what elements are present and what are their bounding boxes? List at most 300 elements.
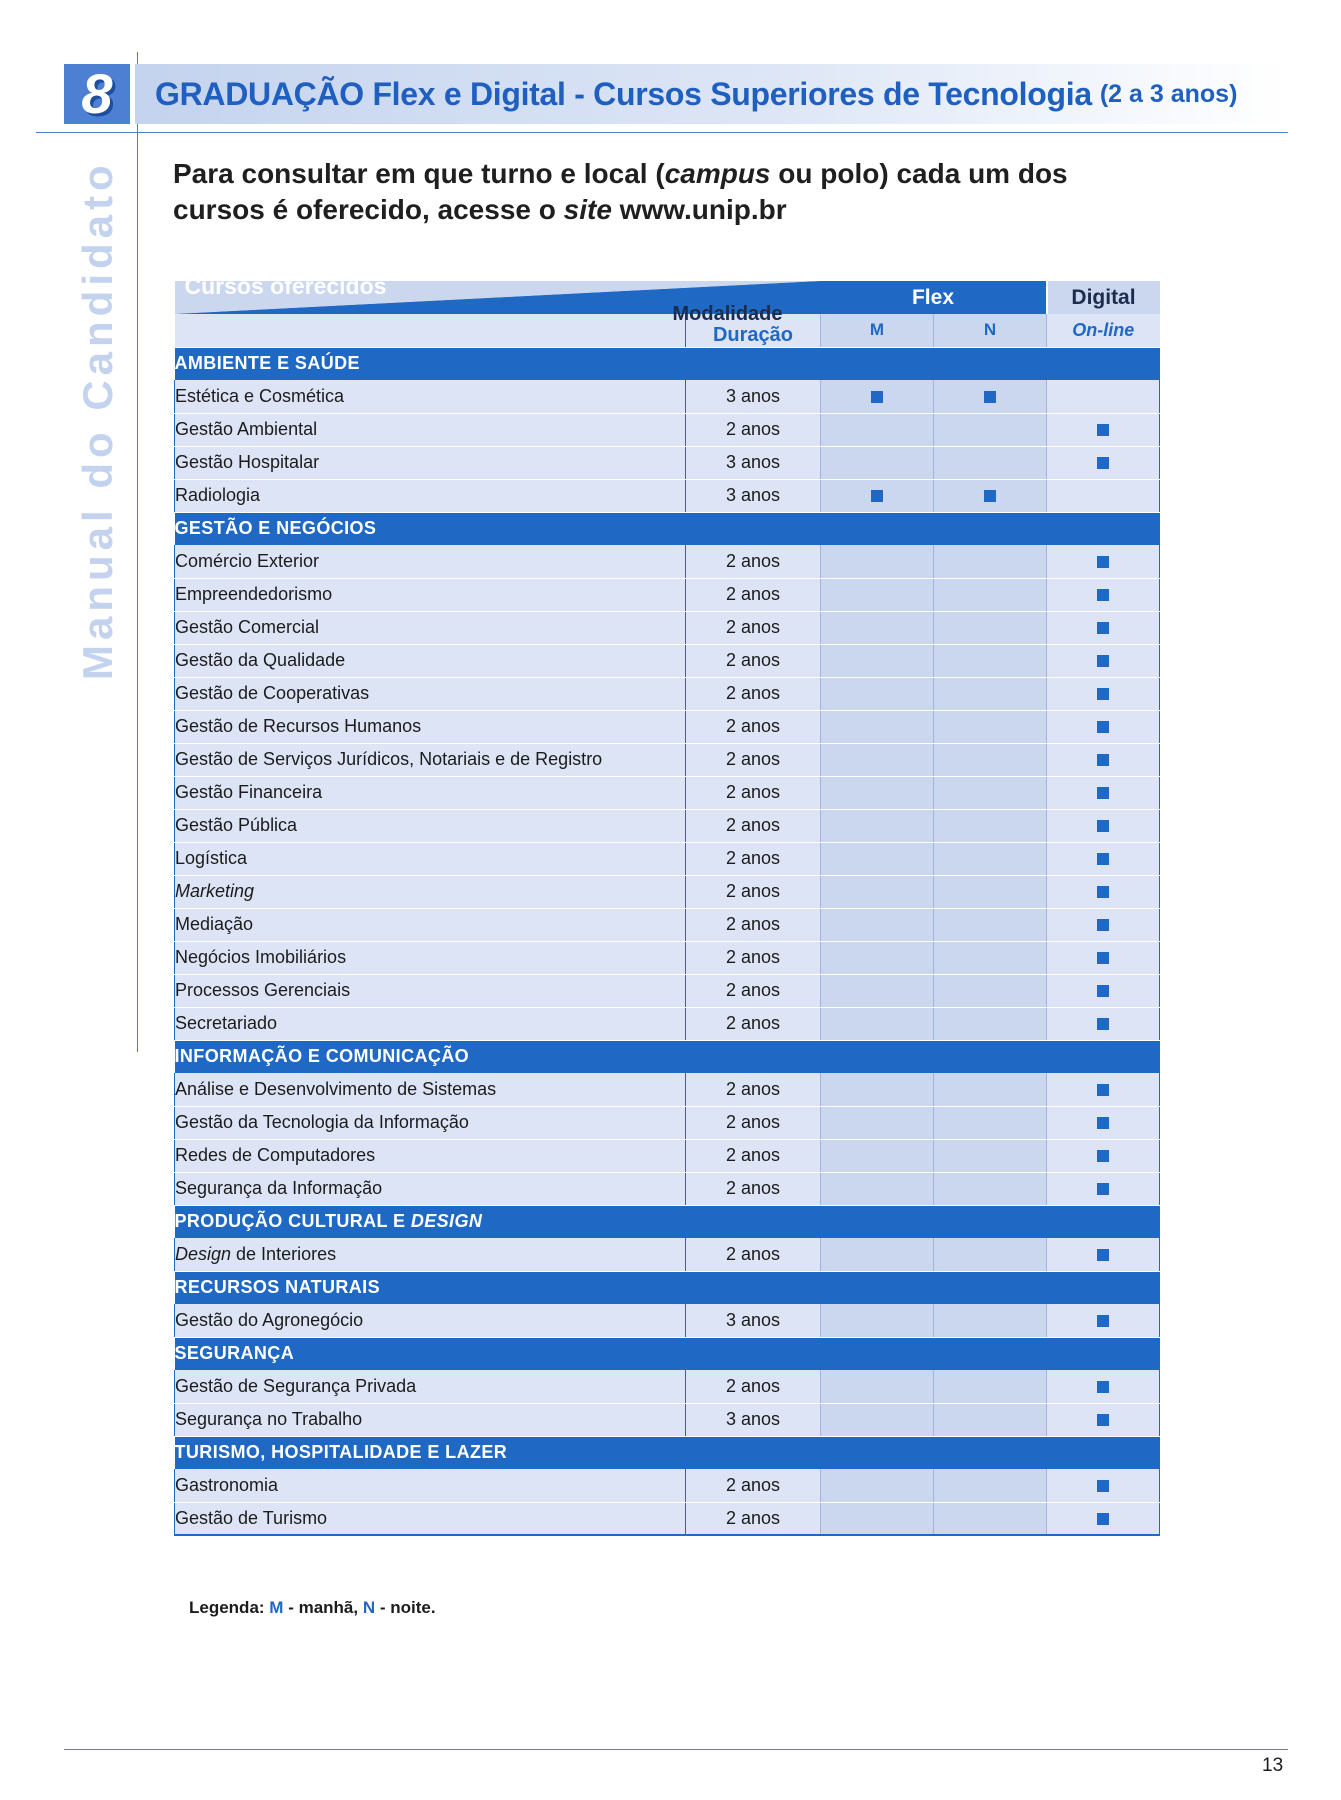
course-duration: 2 anos xyxy=(686,908,821,941)
chapter-number: 8 xyxy=(81,62,113,125)
square-mark-icon xyxy=(984,1249,996,1261)
night-mark-cell xyxy=(934,1007,1047,1040)
course-duration: 2 anos xyxy=(686,578,821,611)
morning-mark-cell xyxy=(821,1403,934,1436)
morning-mark-cell xyxy=(821,446,934,479)
square-mark-icon xyxy=(871,688,883,700)
duration-header: Duração xyxy=(686,314,821,347)
online-mark-cell xyxy=(1047,1238,1160,1271)
digital-header: Digital xyxy=(1047,281,1160,314)
morning-mark-cell xyxy=(821,644,934,677)
night-mark-cell xyxy=(934,908,1047,941)
square-mark-icon xyxy=(1097,1150,1109,1162)
square-mark-icon xyxy=(1097,622,1109,634)
square-mark-icon xyxy=(871,820,883,832)
table-row xyxy=(175,380,1160,413)
table-row xyxy=(175,941,1160,974)
course-name: Marketing xyxy=(175,875,686,908)
table-row xyxy=(175,842,1160,875)
table-row xyxy=(175,1370,1160,1403)
square-mark-icon xyxy=(984,820,996,832)
online-mark-cell xyxy=(1047,1172,1160,1205)
square-mark-icon xyxy=(1097,1249,1109,1261)
table-row xyxy=(175,743,1160,776)
table-row xyxy=(175,611,1160,644)
night-mark-cell xyxy=(934,677,1047,710)
square-mark-icon xyxy=(984,1381,996,1393)
morning-mark-cell xyxy=(821,875,934,908)
table-row xyxy=(175,809,1160,842)
square-mark-icon xyxy=(871,985,883,997)
night-mark-cell xyxy=(934,1139,1047,1172)
morning-mark-cell xyxy=(821,677,934,710)
night-mark-cell xyxy=(934,1304,1047,1337)
square-mark-icon xyxy=(871,1480,883,1492)
square-mark-icon xyxy=(984,457,996,469)
square-mark-icon xyxy=(871,754,883,766)
square-mark-icon xyxy=(1097,688,1109,700)
subheader-row xyxy=(175,314,1160,347)
morning-mark-cell xyxy=(821,743,934,776)
online-mark-cell xyxy=(1047,1304,1160,1337)
square-mark-icon xyxy=(984,985,996,997)
online-mark-cell xyxy=(1047,446,1160,479)
square-mark-icon xyxy=(871,424,883,436)
course-name: Gestão de Recursos Humanos xyxy=(175,710,686,743)
page-number: 13 xyxy=(1262,1755,1284,1776)
page-title: GRADUAÇÃO Flex e Digital - Cursos Superiores de Tecnologia xyxy=(155,75,1092,112)
online-header: On-line xyxy=(1047,314,1160,347)
square-mark-icon xyxy=(1097,424,1109,436)
morning-mark-cell xyxy=(821,908,934,941)
course-name: Mediação xyxy=(175,908,686,941)
category-label: AMBIENTE E SAÚDE xyxy=(175,347,1160,380)
square-mark-icon xyxy=(1097,754,1109,766)
night-mark-cell xyxy=(934,1172,1047,1205)
morning-mark-cell xyxy=(821,1304,934,1337)
square-mark-icon xyxy=(871,787,883,799)
course-duration: 2 anos xyxy=(686,1139,821,1172)
table-row xyxy=(175,1007,1160,1040)
square-mark-icon xyxy=(871,1084,883,1096)
square-mark-icon xyxy=(984,1315,996,1327)
course-name: Gestão Hospitalar xyxy=(175,446,686,479)
category-label: PRODUÇÃO CULTURAL E DESIGN xyxy=(175,1205,1160,1238)
square-mark-icon xyxy=(984,1414,996,1426)
square-mark-icon xyxy=(1097,589,1109,601)
course-name: Gestão Ambiental xyxy=(175,413,686,446)
course-name: Gestão de Turismo xyxy=(175,1502,686,1535)
table-row xyxy=(175,1139,1160,1172)
side-label: Manual do Candidato xyxy=(74,160,121,680)
online-mark-cell xyxy=(1047,1502,1160,1535)
night-mark-cell xyxy=(934,545,1047,578)
course-duration: 3 anos xyxy=(686,380,821,413)
course-duration: 2 anos xyxy=(686,974,821,1007)
square-mark-icon xyxy=(871,1249,883,1261)
morning-mark-cell xyxy=(821,809,934,842)
course-duration: 2 anos xyxy=(686,545,821,578)
course-name: Gestão do Agronegócio xyxy=(175,1304,686,1337)
online-mark-cell xyxy=(1047,1007,1160,1040)
table-row xyxy=(175,1502,1160,1535)
square-mark-icon xyxy=(1097,655,1109,667)
morning-mark-cell xyxy=(821,413,934,446)
category-row xyxy=(175,1271,1160,1304)
morning-mark-cell xyxy=(821,974,934,1007)
table-row xyxy=(175,908,1160,941)
header-diagonal-cell xyxy=(175,273,821,325)
morning-mark-cell xyxy=(821,1238,934,1271)
page-subtitle: (2 a 3 anos) xyxy=(1099,79,1238,108)
online-mark-cell xyxy=(1047,1403,1160,1436)
course-duration: 2 anos xyxy=(686,1238,821,1271)
course-duration: 2 anos xyxy=(686,1106,821,1139)
table-row xyxy=(175,1172,1160,1205)
course-name: Gestão Financeira xyxy=(175,776,686,809)
course-duration: 2 anos xyxy=(686,644,821,677)
online-mark-cell xyxy=(1047,776,1160,809)
course-duration: 3 anos xyxy=(686,479,821,512)
course-duration: 2 anos xyxy=(686,776,821,809)
square-mark-icon xyxy=(1097,1183,1109,1195)
online-mark-cell xyxy=(1047,1106,1160,1139)
morning-mark-cell xyxy=(821,611,934,644)
online-mark-cell xyxy=(1047,479,1160,512)
online-mark-cell xyxy=(1047,578,1160,611)
courses-table xyxy=(174,273,1160,1536)
online-mark-cell xyxy=(1047,1139,1160,1172)
course-duration: 2 anos xyxy=(686,1370,821,1403)
course-duration: 2 anos xyxy=(686,941,821,974)
square-mark-icon xyxy=(1097,1117,1109,1129)
course-duration: 3 anos xyxy=(686,446,821,479)
category-row xyxy=(175,512,1160,545)
square-mark-icon xyxy=(871,391,883,403)
side-rule xyxy=(137,52,138,1052)
course-name: Segurança da Informação xyxy=(175,1172,686,1205)
course-duration: 2 anos xyxy=(686,743,821,776)
online-mark-cell xyxy=(1047,974,1160,1007)
night-mark-cell xyxy=(934,644,1047,677)
square-mark-icon xyxy=(984,391,996,403)
online-mark-cell xyxy=(1047,1370,1160,1403)
night-mark-cell xyxy=(934,941,1047,974)
square-mark-icon xyxy=(871,655,883,667)
category-label: INFORMAÇÃO E COMUNICAÇÃO xyxy=(175,1040,1160,1073)
square-mark-icon xyxy=(1097,787,1109,799)
square-mark-icon xyxy=(984,1183,996,1195)
course-name: Empreendedorismo xyxy=(175,578,686,611)
night-mark-cell xyxy=(934,413,1047,446)
courses-label: Cursos oferecidos xyxy=(184,273,387,299)
square-mark-icon xyxy=(984,424,996,436)
square-mark-icon xyxy=(984,754,996,766)
online-mark-cell xyxy=(1047,1469,1160,1502)
course-duration: 2 anos xyxy=(686,1502,821,1535)
table-row xyxy=(175,710,1160,743)
course-duration: 2 anos xyxy=(686,842,821,875)
morning-mark-cell xyxy=(821,1469,934,1502)
site-link[interactable]: www.unip.br xyxy=(611,194,787,225)
course-name: Gastronomia xyxy=(175,1469,686,1502)
chapter-badge xyxy=(64,64,130,124)
course-duration: 2 anos xyxy=(686,875,821,908)
category-label: SEGURANÇA xyxy=(175,1337,1160,1370)
intro-text: Para consultar em que turno e local (campus ou polo) cada um dos cursos é oferecido, acesse o site www.unip.br xyxy=(173,158,1068,225)
course-duration: 3 anos xyxy=(686,1403,821,1436)
square-mark-icon xyxy=(871,721,883,733)
night-mark-cell xyxy=(934,611,1047,644)
course-name: Design de Interiores xyxy=(175,1238,686,1271)
course-name: Negócios Imobiliários xyxy=(175,941,686,974)
course-duration: 3 anos xyxy=(686,1304,821,1337)
square-mark-icon xyxy=(984,1150,996,1162)
square-mark-icon xyxy=(1097,1513,1109,1525)
square-mark-icon xyxy=(984,886,996,898)
morning-header: M xyxy=(821,314,934,347)
online-mark-cell xyxy=(1047,1073,1160,1106)
course-duration: 2 anos xyxy=(686,413,821,446)
square-mark-icon xyxy=(1097,1480,1109,1492)
square-mark-icon xyxy=(984,1018,996,1030)
square-mark-icon xyxy=(1097,820,1109,832)
night-mark-cell xyxy=(934,974,1047,1007)
course-duration: 2 anos xyxy=(686,1172,821,1205)
square-mark-icon xyxy=(984,556,996,568)
square-mark-icon xyxy=(871,622,883,634)
table-row xyxy=(175,545,1160,578)
category-row xyxy=(175,1040,1160,1073)
morning-mark-cell xyxy=(821,545,934,578)
morning-mark-cell xyxy=(821,1370,934,1403)
table-row xyxy=(175,1403,1160,1436)
online-mark-cell xyxy=(1047,809,1160,842)
square-mark-icon xyxy=(1097,457,1109,469)
online-mark-cell xyxy=(1047,842,1160,875)
square-mark-icon xyxy=(871,1315,883,1327)
morning-mark-cell xyxy=(821,479,934,512)
square-mark-icon xyxy=(871,1414,883,1426)
online-mark-cell xyxy=(1047,545,1160,578)
night-mark-cell xyxy=(934,1106,1047,1139)
night-mark-cell xyxy=(934,776,1047,809)
table-row xyxy=(175,1304,1160,1337)
category-label: GESTÃO E NEGÓCIOS xyxy=(175,512,1160,545)
square-mark-icon xyxy=(1097,721,1109,733)
morning-mark-cell xyxy=(821,941,934,974)
course-name: Gestão Comercial xyxy=(175,611,686,644)
table-row xyxy=(175,1469,1160,1502)
night-mark-cell xyxy=(934,1469,1047,1502)
table-row xyxy=(175,413,1160,446)
morning-mark-cell xyxy=(821,380,934,413)
night-mark-cell xyxy=(934,1502,1047,1535)
square-mark-icon xyxy=(1097,985,1109,997)
course-name: Radiologia xyxy=(175,479,686,512)
online-mark-cell xyxy=(1047,710,1160,743)
square-mark-icon xyxy=(984,688,996,700)
square-mark-icon xyxy=(871,457,883,469)
square-mark-icon xyxy=(1097,886,1109,898)
square-mark-icon xyxy=(871,1150,883,1162)
square-mark-icon xyxy=(984,853,996,865)
table-row xyxy=(175,479,1160,512)
online-mark-cell xyxy=(1047,380,1160,413)
night-mark-cell xyxy=(934,1370,1047,1403)
morning-mark-cell xyxy=(821,1139,934,1172)
table-row xyxy=(175,446,1160,479)
course-name: Gestão da Qualidade xyxy=(175,644,686,677)
night-mark-cell xyxy=(934,380,1047,413)
online-mark-cell xyxy=(1047,413,1160,446)
square-mark-icon xyxy=(984,787,996,799)
table-row xyxy=(175,974,1160,1007)
course-name: Processos Gerenciais xyxy=(175,974,686,1007)
top-rule xyxy=(36,132,1288,133)
square-mark-icon xyxy=(871,886,883,898)
bottom-rule xyxy=(64,1749,1288,1750)
course-name: Estética e Cosmética xyxy=(175,380,686,413)
category-row xyxy=(175,1205,1160,1238)
table-row xyxy=(175,578,1160,611)
square-mark-icon xyxy=(1097,1315,1109,1327)
course-duration: 2 anos xyxy=(686,710,821,743)
page-title-bar xyxy=(135,64,1287,124)
square-mark-icon xyxy=(984,952,996,964)
morning-mark-cell xyxy=(821,1106,934,1139)
morning-mark-cell xyxy=(821,578,934,611)
course-duration: 2 anos xyxy=(686,1073,821,1106)
online-mark-cell xyxy=(1047,644,1160,677)
online-mark-cell xyxy=(1047,941,1160,974)
category-row xyxy=(175,347,1160,380)
morning-mark-cell xyxy=(821,1502,934,1535)
square-mark-icon xyxy=(984,655,996,667)
square-mark-icon xyxy=(984,622,996,634)
morning-mark-cell xyxy=(821,1073,934,1106)
square-mark-icon xyxy=(871,1513,883,1525)
morning-mark-cell xyxy=(821,842,934,875)
square-mark-icon xyxy=(984,490,996,502)
category-label: RECURSOS NATURAIS xyxy=(175,1271,1160,1304)
course-name: Comércio Exterior xyxy=(175,545,686,578)
night-mark-cell xyxy=(934,809,1047,842)
table-body xyxy=(175,347,1160,1535)
category-label: TURISMO, HOSPITALIDADE E LAZER xyxy=(175,1436,1160,1469)
square-mark-icon xyxy=(984,1513,996,1525)
night-mark-cell xyxy=(934,446,1047,479)
table-row xyxy=(175,677,1160,710)
square-mark-icon xyxy=(984,1480,996,1492)
course-name: Gestão Pública xyxy=(175,809,686,842)
online-mark-cell xyxy=(1047,677,1160,710)
square-mark-icon xyxy=(984,721,996,733)
square-mark-icon xyxy=(984,589,996,601)
square-mark-icon xyxy=(1097,391,1109,403)
night-mark-cell xyxy=(934,1073,1047,1106)
legend: Legenda: M - manhã, N - noite. xyxy=(189,1598,436,1617)
square-mark-icon xyxy=(1097,556,1109,568)
category-row xyxy=(175,1436,1160,1469)
course-duration: 2 anos xyxy=(686,809,821,842)
square-mark-icon xyxy=(871,1381,883,1393)
course-name: Secretariado xyxy=(175,1007,686,1040)
square-mark-icon xyxy=(1097,1381,1109,1393)
square-mark-icon xyxy=(1097,1414,1109,1426)
course-name: Gestão de Serviços Jurídicos, Notariais e de Registro xyxy=(175,743,686,776)
night-header: N xyxy=(934,314,1047,347)
online-mark-cell xyxy=(1047,908,1160,941)
course-name: Análise e Desenvolvimento de Sistemas xyxy=(175,1073,686,1106)
course-name: Gestão de Cooperativas xyxy=(175,677,686,710)
night-mark-cell xyxy=(934,479,1047,512)
night-mark-cell xyxy=(934,875,1047,908)
morning-mark-cell xyxy=(821,710,934,743)
course-duration: 2 anos xyxy=(686,1007,821,1040)
square-mark-icon xyxy=(984,1084,996,1096)
course-duration: 2 anos xyxy=(686,677,821,710)
morning-mark-cell xyxy=(821,1007,934,1040)
modality-label: Modalidade xyxy=(672,303,783,325)
course-name: Logística xyxy=(175,842,686,875)
square-mark-icon xyxy=(871,919,883,931)
category-row xyxy=(175,1337,1160,1370)
online-mark-cell xyxy=(1047,611,1160,644)
table-row xyxy=(175,1073,1160,1106)
table-row xyxy=(175,875,1160,908)
table-row xyxy=(175,776,1160,809)
morning-mark-cell xyxy=(821,776,934,809)
course-duration: 2 anos xyxy=(686,1469,821,1502)
table-row xyxy=(175,644,1160,677)
online-mark-cell xyxy=(1047,875,1160,908)
square-mark-icon xyxy=(871,589,883,601)
square-mark-icon xyxy=(871,1018,883,1030)
table-row xyxy=(175,1238,1160,1271)
square-mark-icon xyxy=(871,556,883,568)
morning-mark-cell xyxy=(821,1172,934,1205)
square-mark-icon xyxy=(984,1117,996,1129)
square-mark-icon xyxy=(1097,853,1109,865)
course-name: Gestão da Tecnologia da Informação xyxy=(175,1106,686,1139)
square-mark-icon xyxy=(871,853,883,865)
course-name: Segurança no Trabalho xyxy=(175,1403,686,1436)
night-mark-cell xyxy=(934,743,1047,776)
square-mark-icon xyxy=(871,952,883,964)
square-mark-icon xyxy=(1097,1018,1109,1030)
square-mark-icon xyxy=(1097,952,1109,964)
night-mark-cell xyxy=(934,578,1047,611)
square-mark-icon xyxy=(1097,1084,1109,1096)
square-mark-icon xyxy=(984,919,996,931)
night-mark-cell xyxy=(934,1238,1047,1271)
night-mark-cell xyxy=(934,1403,1047,1436)
course-name: Redes de Computadores xyxy=(175,1139,686,1172)
table-row xyxy=(175,1106,1160,1139)
flex-header: Flex xyxy=(821,281,1047,314)
night-mark-cell xyxy=(934,842,1047,875)
square-mark-icon xyxy=(1097,490,1109,502)
course-name: Gestão de Segurança Privada xyxy=(175,1370,686,1403)
square-mark-icon xyxy=(871,1117,883,1129)
square-mark-icon xyxy=(871,490,883,502)
course-duration: 2 anos xyxy=(686,611,821,644)
square-mark-icon xyxy=(1097,919,1109,931)
square-mark-icon xyxy=(871,1183,883,1195)
online-mark-cell xyxy=(1047,743,1160,776)
night-mark-cell xyxy=(934,710,1047,743)
